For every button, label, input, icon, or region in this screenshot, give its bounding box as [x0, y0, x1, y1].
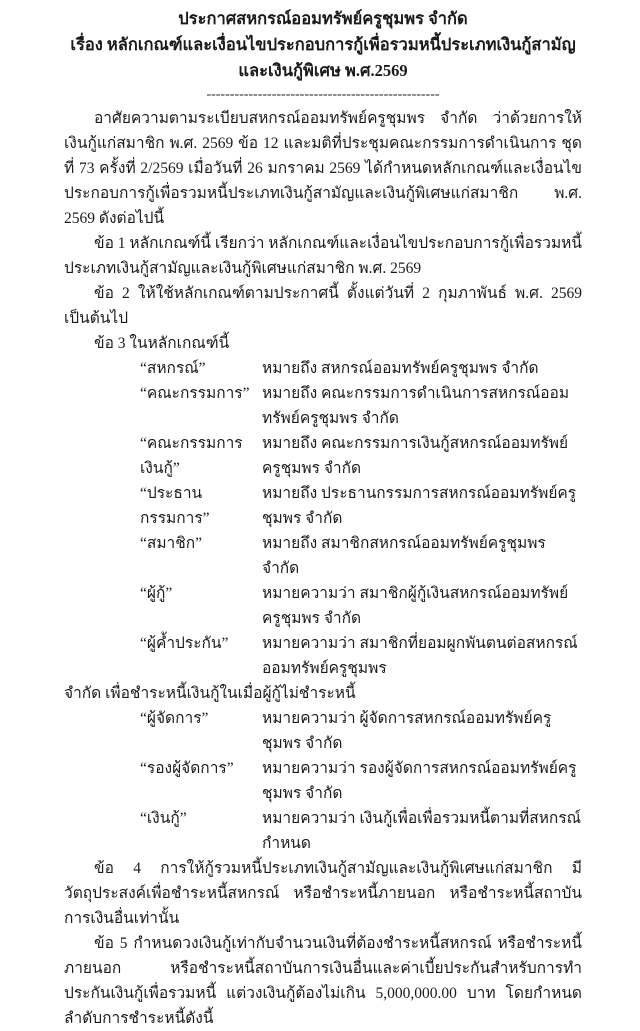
definition-term: “รองผู้จัดการ” [140, 760, 234, 777]
definition-row-board [64, 381, 582, 431]
definition-term: “ผู้ค้ำประกัน” [140, 635, 229, 652]
definition-row-loan-committee [64, 431, 582, 481]
definition-row-chairman [64, 481, 582, 531]
definition-meaning: หมายความว่า สมาชิกผู้กู้เงินสหกรณ์ออมทรัพย์ครูชุมพร จำกัด [262, 585, 569, 627]
document-subject: เรื่อง หลักเกณฑ์และเงื่อนไขประกอบการกู้เพื่อรวมหนี้ประเภทเงินกู้สามัญและเงินกู้พิเศษ พ.ศ.2569 [70, 35, 576, 80]
divider: -------------------------------------------------- [206, 87, 440, 102]
definition-row-borrower [64, 581, 582, 631]
definition-meaning: หมายความว่า เงินกู้เพื่อเพื่อรวมหนี้ตามที่สหกรณ์กำหนด [262, 810, 582, 852]
definition-meaning: หมายถึง ประธานกรรมการสหกรณ์ออมทรัพย์ครูชุมพร จำกัด [262, 485, 577, 527]
definition-term: “เงินกู้” [140, 810, 187, 827]
preamble-paragraph: อาศัยความตามระเบียบสหกรณ์ออมทรัพย์ครูชุมพร จำกัด ว่าด้วยการให้เงินกู้แก่สมาชิก พ.ศ. 2569 ข้อ 12 และมติที่ประชุมคณะกรรมการดำเนินการ ชุดที่ 73 ครั้งที่ 2/2569 เมื่อวันที่ 26 มกราคม 2569 ได้กำหนดหลักเกณฑ์และเงื่อนไขประกอบการกู้เพื่อรวมหนี้ประเภทเงินกู้สามัญและเงินกู้พิเศษแก่สมาชิก พ.ศ. 2569 ดังต่อไปนี้ [64, 110, 582, 227]
clause-5: ข้อ 5 กำหนดวงเงินกู้เท่ากับจำนวนเงินที่ต้องชำระหนี้สหกรณ์ หรือชำระหนี้ภายนอก หรือชำระหนี้สถาบันการเงินอื่นและค่าเบี้ยประกันสำหรับการทำประกันเงินกู้เพื่อรวมหนี้ แต่วงเงินกู้ต้องไม่เกิน 5,000,000.00 บาท โดยกำหนดลำดับการชำระหนี้ดังนี้ [64, 935, 582, 1027]
definition-term: “ผู้จัดการ” [140, 710, 209, 727]
definition-term: “สมาชิก” [140, 535, 203, 552]
definition-term: “คณะกรรมการเงินกู้” [140, 435, 243, 477]
definition-meaning: หมายถึง คณะกรรมการดำเนินการสหกรณ์ออมทรัพย์ครูชุมพร จำกัด [262, 385, 570, 427]
definition-meaning: หมายความว่า สมาชิกที่ยอมผูกพันตนต่อสหกรณ์ออมทรัพย์ครูชุมพร [262, 635, 578, 677]
definition-term: “สหกรณ์” [140, 360, 206, 377]
definition-meaning: หมายถึง สมาชิกสหกรณ์ออมทรัพย์ครูชุมพร จำกัด [262, 535, 546, 577]
definition-row-loan [64, 806, 582, 856]
definition-guarantor-continuation: จำกัด เพื่อชำระหนี้เงินกู้ในเมื่อผู้กู้ไม่ชำระหนี้ [64, 685, 356, 702]
definition-meaning: หมายถึง สหกรณ์ออมทรัพย์ครูชุมพร จำกัด [262, 360, 539, 377]
definition-term: “ประธานกรรมการ” [140, 485, 210, 527]
definition-term: “คณะกรรมการ” [140, 385, 250, 402]
definition-row-guarantor [64, 631, 582, 681]
clause-1: ข้อ 1 หลักเกณฑ์นี้ เรียกว่า หลักเกณฑ์และเงื่อนไขประกอบการกู้เพื่อรวมหนี้ประเภทเงินกู้สามัญและเงินกู้พิเศษแก่สมาชิก พ.ศ. 2569 [64, 235, 582, 277]
clause-3: ข้อ 3 ในหลักเกณฑ์นี้ [94, 335, 230, 352]
definition-term: “ผู้กู้” [140, 585, 173, 602]
clause-2: ข้อ 2 ให้ใช้หลักเกณฑ์ตามประกาศนี้ ตั้งแต่วันที่ 2 กุมภาพันธ์ พ.ศ. 2569 เป็นต้นไป [64, 285, 582, 327]
definition-row-manager [64, 706, 582, 756]
definition-list [64, 356, 582, 856]
document-title: ประกาศสหกรณ์ออมทรัพย์ครูชุมพร จำกัด [178, 9, 468, 28]
definition-row-member [64, 531, 582, 581]
definition-meaning: หมายความว่า ผู้จัดการสหกรณ์ออมทรัพย์ครูชุมพร จำกัด [262, 710, 552, 752]
definition-row-deputy-manager [64, 756, 582, 806]
definition-row-cooperative [64, 356, 582, 381]
clause-4: ข้อ 4 การให้กู้รวมหนี้ประเภทเงินกู้สามัญและเงินกู้พิเศษแก่สมาชิก มีวัตถุประสงค์เพื่อชำระหนี้สหกรณ์ หรือชำระหนี้ภายนอก หรือชำระหนี้สถาบันการเงินอื่นเท่านั้น [64, 860, 582, 927]
definition-meaning: หมายถึง คณะกรรมการเงินกู้สหกรณ์ออมทรัพย์ครูชุมพร จำกัด [262, 435, 569, 477]
definition-meaning: หมายความว่า รองผู้จัดการสหกรณ์ออมทรัพย์ครูชุมพร จำกัด [262, 760, 577, 802]
